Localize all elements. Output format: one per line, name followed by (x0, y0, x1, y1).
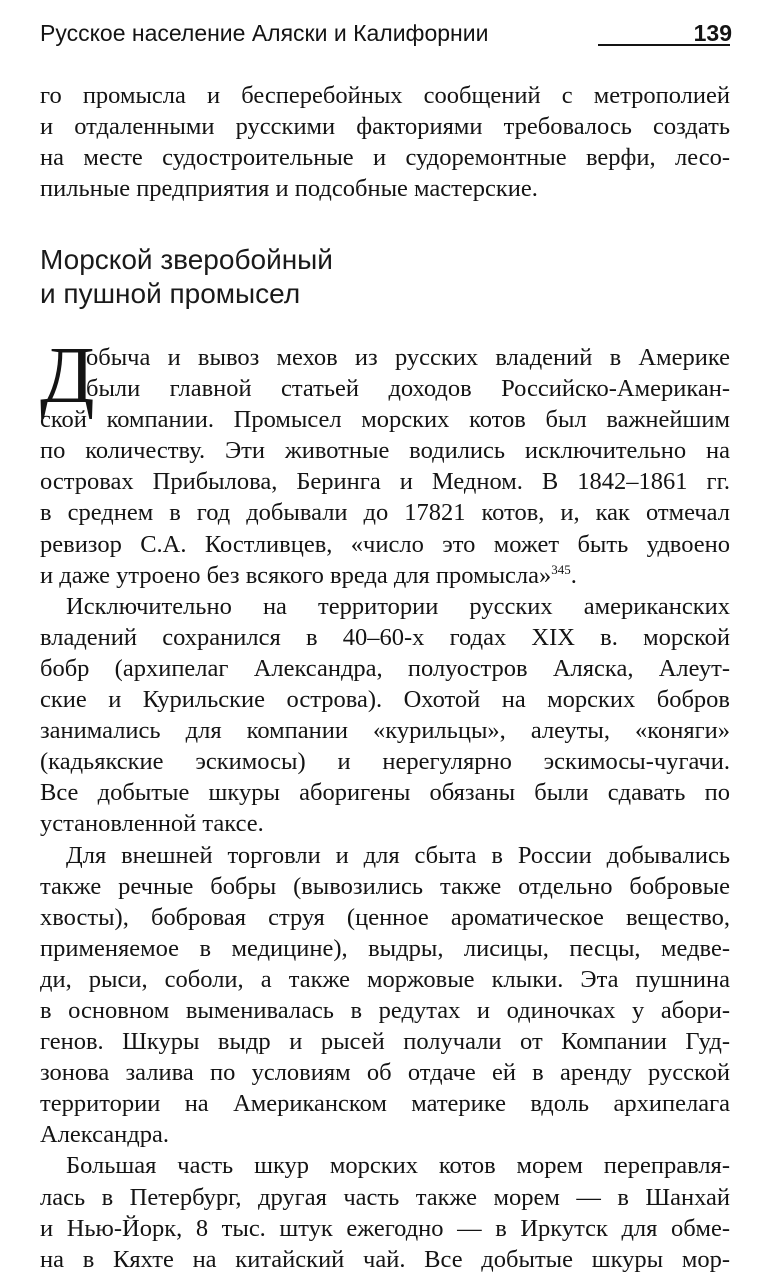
intro-paragraph (40, 80, 730, 204)
footnote-ref: 345 (551, 561, 571, 577)
text-line: пильные предприятия и подсобные мастерские. (40, 175, 538, 203)
running-head (40, 18, 736, 52)
text-line: были главной статьей доходов Российско-Американ- (86, 375, 730, 403)
body-text (40, 332, 730, 1275)
text-line: на в Кяхте на китайский чай. Все добытые шкуры мор- (40, 1245, 730, 1273)
text-line: также речные бобры (вывозились также отдельно бобровые (40, 872, 730, 900)
text-line: занимались для компании «курильцы», алеуты, «коняги» (40, 717, 730, 745)
text-line: ской компании. Промысел морских котов был важнейшим (40, 406, 730, 434)
text-line: в основном выменивалась в редутах и одиночках у абори- (40, 996, 730, 1024)
section-heading-line: Морской зверобойный (40, 244, 333, 275)
page-number: 139 (693, 20, 732, 46)
section-heading (40, 243, 333, 311)
text-line: зонова залива по условиям об отдаче ей в аренду русской (40, 1059, 730, 1087)
text-line: ди, рыси, соболи, а также моржовые клыки. Эта пушнина (40, 965, 730, 993)
text-line: применяемое в медицине), выдры, лисицы, песцы, медве- (40, 934, 730, 962)
text-line: Александра. (40, 1121, 169, 1149)
text-line: бобр (архипелаг Александра, полуостров Аляска, Алеут- (40, 654, 730, 682)
text-line: го промысла и бесперебойных сообщений с метрополией (40, 82, 730, 109)
text-line: ревизор С.А. Костливцев, «число это может быть удвоено (40, 530, 730, 558)
text-line: и Нью-Йорк, 8 тыс. штук ежегодно — в Иркутск для обме- (40, 1214, 730, 1242)
text-line: хвосты), бобровая струя (ценное ароматическое вещество, (40, 903, 730, 931)
text-line: генов. Шкуры выдр и рысей получали от Компании Гуд- (40, 1028, 730, 1056)
running-title: Русское население Аляски и Калифорнии (40, 20, 489, 46)
text-line: по количеству. Эти животные водились исключительно на (40, 437, 730, 465)
text-line: островах Прибылова, Беринга и Медном. В 1842–1861 гг. (40, 468, 730, 496)
text-line: Для внешней торговли и для сбыта в России добывались (66, 841, 730, 869)
text-line (40, 560, 730, 591)
sentence-end: . (570, 561, 577, 589)
text-line: установленной таксе. (40, 810, 264, 838)
section-heading-line: и пушной промысел (40, 278, 301, 309)
text-line: (кадьякские эскимосы) и нерегулярно эскимосы-чугачи. (40, 748, 730, 776)
text-line: и отдаленными русскими факториями требовалось создать (40, 113, 730, 141)
text-line: на месте судостроительные и судоремонтные верфи, лесо- (40, 144, 730, 172)
text-line: Исключительно на территории русских американских (66, 592, 730, 620)
text-line: владений сохранился в 40–60-х годах XIX в. морской (40, 623, 730, 651)
text-line: Большая часть шкур морских котов морем переправля- (66, 1152, 730, 1180)
text-line: территории на Американском материке вдоль архипелага (40, 1090, 730, 1118)
text-line: лась в Петербург, другая часть также морем — в Шанхай (40, 1183, 730, 1211)
text-line: ские и Курильские острова). Охотой на морских бобров (40, 686, 730, 714)
text-line: Все добытые шкуры аборигены обязаны были сдавать по (40, 779, 730, 807)
text-line-content: и даже утроено без всякого вреда для промысла» (40, 561, 552, 589)
text-line: в среднем в год добывали до 17821 котов, и, как отмечал (40, 499, 730, 527)
text-line: обыча и вывоз мехов из русских владений в Америке (86, 344, 730, 371)
drop-cap: Д (40, 332, 95, 420)
